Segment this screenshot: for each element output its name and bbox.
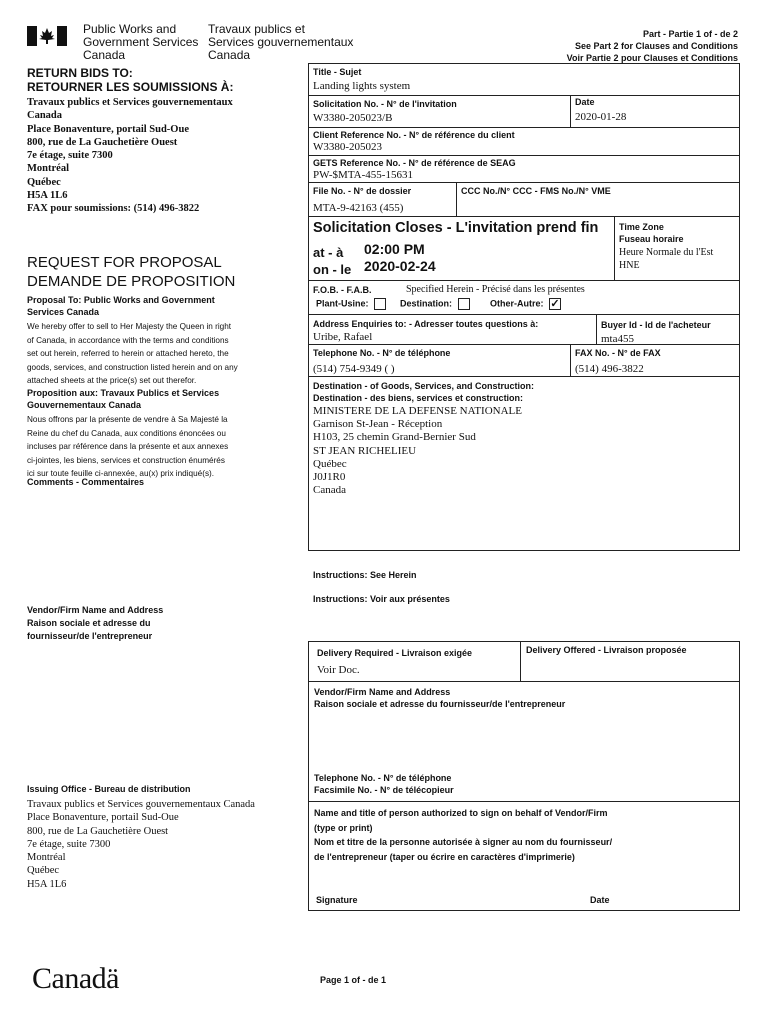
telephone-value: (514) 754-9349 ( ) (313, 363, 395, 375)
buyer-id-label: Buyer Id - Id de l'acheteur (601, 320, 711, 330)
authorized-signer-label: Name and title of person authorized to sign on behalf of Vendor/Firm (type or print) Nom et titre de la personne autorisée à signer au nom du fournisseur/ de l'entrepreneur (taper ou écrire en caractères d'imprimerie) (314, 808, 613, 862)
delivery-required-value: Voir Doc. (317, 664, 360, 676)
part-indicator: Part - Partie 1 of - de 2 See Part 2 for Clauses and Conditions Voir Partie 2 pour Clauses et Conditions (566, 29, 738, 63)
other-autre-label: Other-Autre: (490, 298, 544, 309)
fob-label: F.O.B. - F.A.B. (313, 285, 372, 295)
return-bids-address: Travaux publics et Services gouvernementaux Canada Place Bonaventure, portail Sud-Oue 800, rue de La Gauchetière Ouest 7e étage, suite 7300 Montréal Québec H5A 1L6 FAX pour soumissions: (514) 496-3822 (27, 97, 233, 215)
rfp-title: REQUEST FOR PROPOSAL DEMANDE DE PROPOSITION (27, 254, 236, 290)
time-zone-value: Heure Normale du l'Est HNE (619, 247, 714, 271)
at-label: at - à (313, 245, 344, 260)
proposal-to-label: Proposal To: Public Works and Government Services Canada (27, 295, 215, 317)
closing-date-value: 2020-02-24 (364, 258, 436, 274)
canada-flag-icon (27, 26, 67, 46)
other-autre-option (490, 298, 561, 310)
closing-time-value: 02:00 PM (364, 241, 425, 257)
offer-text-fr: Nous offrons par la présente de vendre à Sa Majesté la Reine du chef du Canada, aux conditions énoncées ou incluses par référence dans la présente et aux annexes ci-jointes, les biens, services et construction énumérés ici sur toute feuille ci-annexée, au(x) prix indiqué(s). (27, 415, 229, 478)
title-value: Landing lights system (313, 80, 411, 92)
gets-reference-label: GETS Reference No. - N° de référence de SEAG (313, 158, 516, 168)
file-no-label: File No. - N° de dossier (313, 186, 412, 196)
destination-checkbox[interactable] (458, 298, 470, 310)
title-label: Title - Sujet (313, 67, 362, 77)
signature-label: Signature (316, 895, 358, 905)
delivery-offered-label: Delivery Offered - Livraison proposée (526, 645, 687, 655)
gets-reference-value: PW-$MTA-455-15631 (313, 169, 413, 181)
issuing-office-address: Travaux publics et Services gouvernementaux Canada Place Bonaventure, portail Sud-Oue 800, rue de La Gauchetière Ouest 7e étage, suite 7300 Montréal Québec H5A 1L6 (27, 799, 255, 890)
on-label: on - le (313, 262, 352, 277)
client-reference-label: Client Reference No. - N° de référence du client (313, 130, 515, 140)
address-enquiries-value: Uribe, Rafael (313, 331, 373, 343)
address-enquiries-label: Address Enquiries to: - Adresser toutes questions à: (313, 319, 539, 329)
signature-date-label: Date (590, 895, 610, 905)
solicitation-no-label: Solicitation No. - N° de l'invitation (313, 99, 457, 109)
return-bids-title: RETURN BIDS TO: RETOURNER LES SOUMISSIONS À: (27, 66, 234, 94)
delivery-required-label: Delivery Required - Livraison exigée (317, 648, 473, 658)
client-reference-value: W3380-205023 (313, 141, 383, 153)
destination-label: Destination: (400, 298, 453, 309)
comments-label: Comments - Commentaires (27, 477, 145, 487)
canada-wordmark: Canadä (32, 962, 119, 995)
offer-text-en: We hereby offer to sell to Her Majesty the Queen in right of Canada, in accordance with the terms and conditions set out herein, referred to herein or attached hereto, the goods, services, and construction listed herein and on any attached sheets at the price(s) set out therefor. (27, 322, 238, 385)
destination-address: MINISTERE DE LA DEFENSE NATIONALE Garnison St-Jean - Réception H103, 25 chemin Grand-Bernier Sud ST JEAN RICHELIEU Québec J0J1R0 Canada (313, 405, 522, 497)
solicitation-no-value: W3380-205023/B (313, 112, 393, 124)
date-label: Date (575, 97, 595, 107)
fob-value: Specified Herein - Précisé dans les présentes (406, 284, 585, 295)
department-name-en: Public Works and Government Services Canada (83, 22, 199, 62)
plant-usine-label: Plant-Usine: (316, 298, 369, 309)
department-name-fr: Travaux publics et Services gouvernementaux Canada (208, 22, 354, 62)
instructions-en: Instructions: See Herein (313, 570, 417, 580)
date-value: 2020-01-28 (575, 111, 627, 123)
ccc-no-label: CCC No./N° CCC - FMS No./N° VME (461, 186, 611, 196)
time-zone-label: Time Zone Fuseau horaire (619, 222, 684, 244)
file-no-value: MTA-9-42163 (455) (313, 202, 404, 214)
buyer-id-value: mta455 (601, 333, 634, 345)
fax-value: (514) 496-3822 (575, 363, 644, 375)
page-number: Page 1 of - de 1 (320, 975, 387, 985)
plant-usine-option (316, 298, 386, 310)
vendor-name-address-label: Vendor/Firm Name and Address Raison sociale et adresse du fournisseur/de l'entrepreneur (27, 605, 164, 641)
telephone-label: Telephone No. - N° de téléphone (313, 348, 451, 358)
fax-label: FAX No. - N° de FAX (575, 348, 661, 358)
destination-goods-label: Destination - of Goods, Services, and Construction: Destination - des biens, services et construction: (313, 381, 535, 403)
instructions-fr: Instructions: Voir aux présentes (313, 594, 450, 604)
vendor-phone-fax-label: Telephone No. - N° de téléphone Facsimile No. - N° de télécopieur (314, 773, 454, 795)
solicitation-closes-label: Solicitation Closes - L'invitation prend fin (313, 220, 599, 236)
issuing-office-label: Issuing Office - Bureau de distribution (27, 784, 191, 794)
other-autre-checkbox[interactable]: ✓ (550, 298, 560, 310)
plant-usine-checkbox[interactable] (374, 298, 386, 310)
proposition-label: Proposition aux: Travaux Publics et Services Gouvernementaux Canada (27, 388, 220, 410)
destination-option (400, 298, 470, 310)
vendor-firm-label: Vendor/Firm Name and Address Raison sociale et adresse du fournisseur/de l'entrepreneur (314, 687, 566, 709)
